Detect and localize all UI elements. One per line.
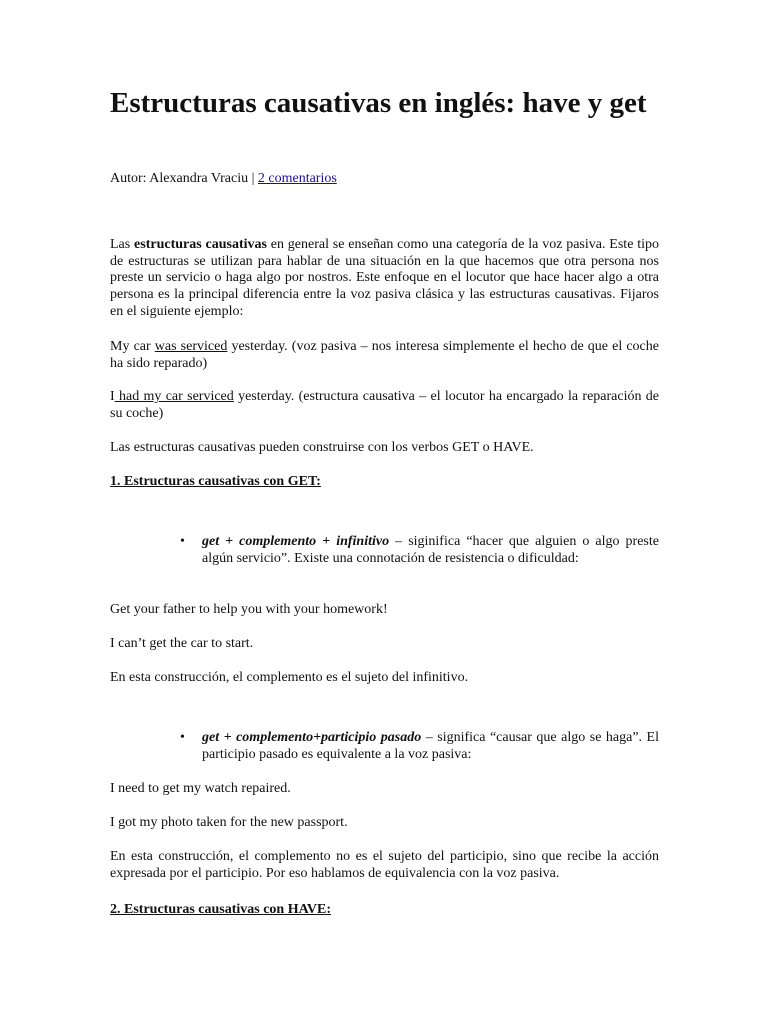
- verbs-note: Las estructuras causativas pueden construirse con los verbos GET o HAVE.: [110, 440, 534, 455]
- comments-link[interactable]: 2 comentarios: [257, 171, 337, 186]
- bullet-icon: •: [180, 730, 185, 745]
- example-passive: [110, 339, 659, 372]
- section-have-heading: 2. Estructuras causativas con HAVE:: [110, 902, 332, 917]
- section-get-heading: 1. Estructuras causativas con GET:: [110, 474, 321, 489]
- example-get-2: I can’t get the car to start.: [110, 636, 254, 651]
- example-causative: [110, 389, 659, 422]
- example-get-4: I got my photo taken for the new passport.: [110, 815, 348, 830]
- bullet-get-participle-text: [202, 730, 659, 763]
- formula-get-infinitive: get + complemento + infinitivo: [202, 534, 390, 549]
- example-passive-pre: My car: [110, 339, 155, 354]
- example-causative-post: yesterday. (estructura causativa – el locutor ha encargado la reparación de su coche): [110, 389, 659, 421]
- note-subject-infinitive: En esta construcción, el complemento es el sujeto del infinitivo.: [110, 670, 469, 685]
- intro-text-start: Las: [110, 237, 135, 252]
- example-passive-post: yesterday. (voz pasiva – nos interesa simplemente el hecho de que el coche ha sido reparado): [110, 339, 659, 371]
- bullet-get-infinitive-desc: – siginifica “hacer que alguien o algo preste algún servicio”. Existe una connotación de resistencia o dificuldad:: [202, 534, 659, 566]
- page-title: Estructuras causativas en inglés: have y get: [110, 87, 647, 119]
- author-label: Autor: Alexandra Vraciu |: [110, 171, 255, 186]
- intro-paragraph: [110, 237, 659, 321]
- intro-text-rest: en general se enseñan como una categoría de la voz pasiva. Este tipo de estructuras se utilizan para hablar de una situación en la que hacemos que otra persona nos preste un servicio o haga algo por nostros. Este enfoque en el locutor que hace hacer algo a otra persona es la principal diferencia entre la voz pasiva clásica y las estructuras causativas. Fijaros en el siguiente ejemplo:: [110, 237, 659, 319]
- bullet-get-participle-desc: – significa “causar que algo se haga”. El participio pasado es equivalente a la voz pasiva:: [202, 730, 659, 762]
- formula-get-participle: get + complemento+participio pasado: [202, 730, 422, 745]
- example-passive-underlined: was serviced: [154, 339, 228, 354]
- example-get-3: I need to get my watch repaired.: [110, 781, 291, 796]
- example-causative-pre: I: [110, 389, 115, 404]
- example-get-1: Get your father to help you with your homework!: [110, 602, 388, 617]
- intro-bold-term: estructuras causativas: [134, 237, 267, 252]
- bullet-icon: •: [180, 534, 185, 549]
- note-participle: En esta construcción, el complemento no es el sujeto del participio, sino que recibe la acción expresada por el participio. Por eso hablamos de equivalencia con la voz pasiva.: [110, 849, 659, 881]
- example-causative-underlined: had my car serviced: [114, 389, 234, 404]
- bullet-get-infinitive-text: [202, 534, 659, 567]
- byline: [110, 170, 337, 188]
